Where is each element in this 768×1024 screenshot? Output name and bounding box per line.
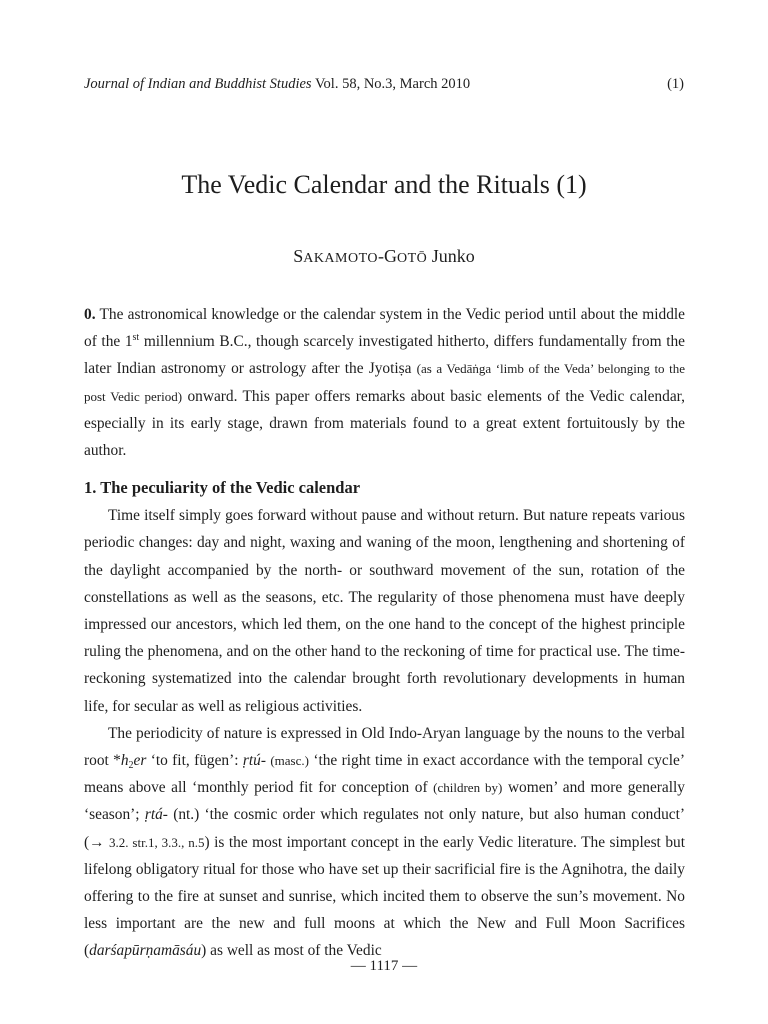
root-subscript: 2 (128, 760, 134, 772)
p2-text-g: ) as well as most of the Vedic (201, 942, 382, 960)
author-name (0, 243, 768, 272)
gender-note: (masc.) (270, 753, 309, 769)
intro-note: (as a Vedāṅga ‘limb of the Veda’ belonging to the post Vedic period) (84, 361, 685, 404)
author-given-name: Junko (431, 246, 475, 266)
root-h: h (120, 752, 129, 770)
author-surname-1-initial: S (293, 246, 304, 266)
term-rtu: ṛtú- (242, 752, 266, 770)
author-surname-2-rest: OTŌ (397, 251, 428, 266)
article-title: The Vedic Calendar and the Rituals (1) (181, 170, 587, 199)
page-mark: (1) (667, 76, 684, 92)
author-surname-1-rest: AKAMOTO (303, 251, 379, 266)
author-hyphen: - (378, 246, 385, 266)
intro-text-1: The astronomical knowledge or the calendar system in the Vedic period until about the middle of the 1 (84, 306, 685, 351)
paragraph-2 (84, 720, 685, 965)
author-surname-2-initial: G (384, 246, 398, 266)
page-number: — 1117 — (350, 958, 418, 974)
root-er: er (133, 752, 147, 770)
paragraph-1: Time itself simply goes forward without pause and without return. But nature repeats various periodic changes: day and night, waxing and waning of the moon, lengthening and shortening of the daylight accompanied by the north- or southward movement of the sun, rotation of the constellations as well as the seasons, etc. The regularity of those phenomena must have deeply impressed our ancestors, which led them, on the one hand to the concept of the highest principle ruling the phenomena, and on the other hand to the reckoning of time for practical use. The time-reckoning systematized into the calendar brought forth revolutionary developments in human life, for secular as well as religious activities. (84, 507, 685, 715)
section-heading (84, 474, 685, 502)
section-number: 0. (84, 306, 96, 323)
ordinal-suffix: st (132, 332, 140, 344)
intro-text-3: onward. This paper offers remarks about basic elements of the Vedic calendar, especially in its early stage, drawn from materials found to a great extent fortuitously by the author. (84, 387, 686, 460)
p2-text-c: ‘the right time in exact accordance with the temporal cycle’ means above all ‘monthly period fit for conception of (84, 752, 685, 797)
intro-text-2: millennium B.C., though scarcely investigated hitherto, differs fundamentally from the later Indian astronomy or astrology after the Jyotiṣa (84, 333, 686, 378)
p2-text-f: ) is the most important concept in the early Vedic literature. The simplest but lifelong obligatory ritual for those who have set up their sacrificial fire is the Agnihotra, the daily offering to the fire at sunset and sunrise, which incited them to observe the sun’s movement. No less important are the new and full moons at which the New and Full Moon Sacrifices ( (84, 833, 685, 960)
p2-text-b: ‘to fit, fügen’: (150, 752, 239, 770)
cross-reference: 3.2. str.1, 3.3., n.5 (109, 834, 205, 850)
section-title: The peculiarity of the Vedic calendar (100, 478, 361, 498)
p2-text-e: (nt.) ‘the cosmic order which regulates not only nature, but also human conduct’ ( (84, 806, 685, 851)
journal-title: Journal of Indian and Buddhist Studies (84, 76, 312, 92)
children-note: (children by) (433, 780, 503, 796)
journal-issue: Vol. 58, No.3, March 2010 (314, 76, 471, 92)
p2-text-d: women’ and more generally ‘season’; (84, 779, 685, 824)
section-number: 1. (84, 478, 97, 498)
term-darsapurnamasau: darśapūrṇamāsáu (89, 942, 202, 960)
arrow-icon: → (89, 833, 105, 851)
article-body (84, 301, 685, 965)
running-head (84, 74, 684, 94)
p2-text-a: The periodicity of nature is expressed in Old Indo-Aryan language by the nouns to the verbal root * (84, 724, 685, 770)
term-rta: ṛtá- (144, 806, 168, 824)
intro-paragraph (84, 301, 685, 464)
